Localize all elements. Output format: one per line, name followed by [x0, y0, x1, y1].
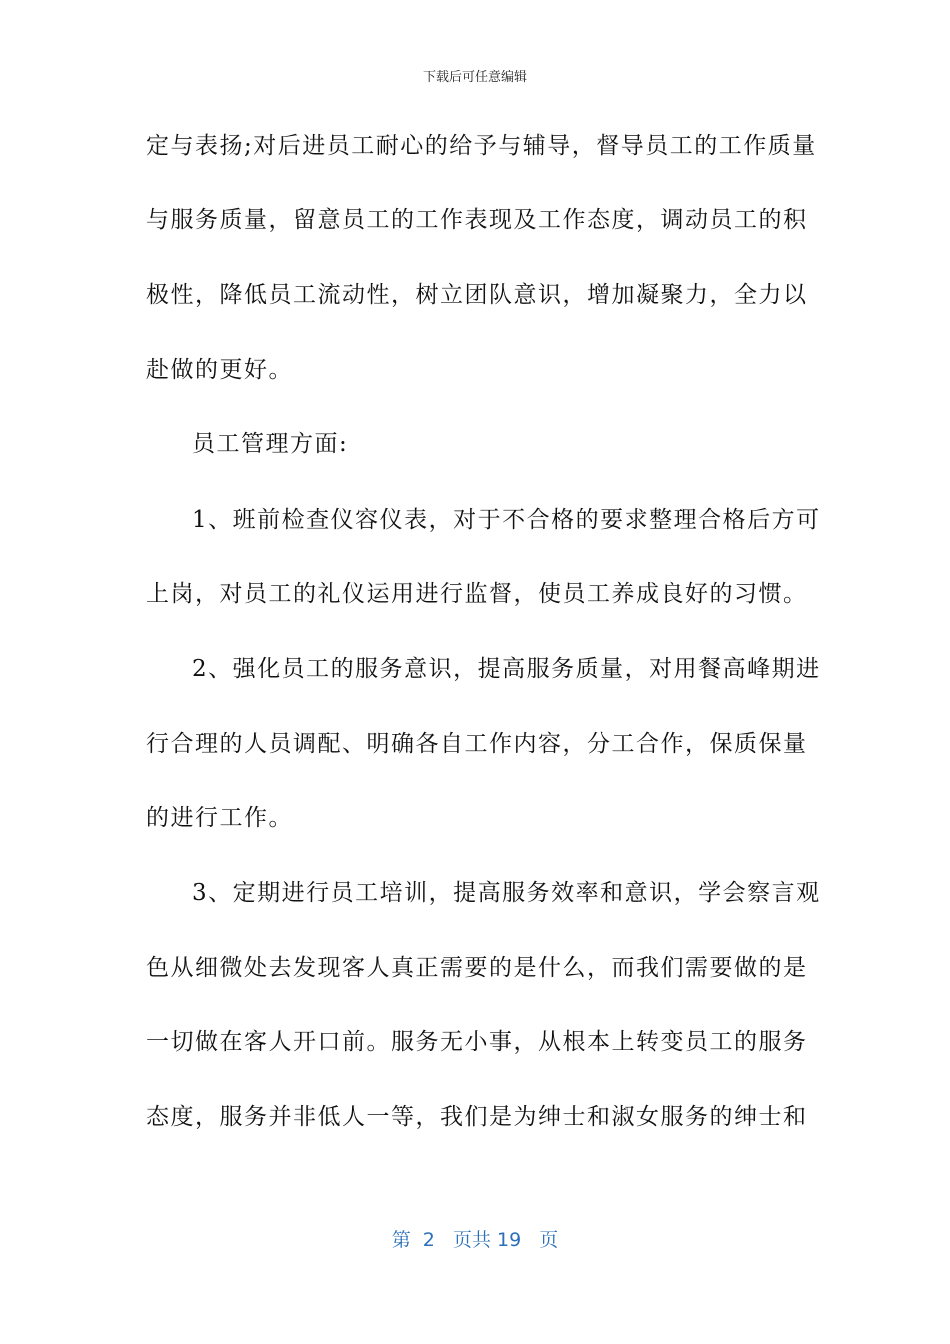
text-line: 2、强化员工的服务意识，提高服务质量，对用餐高峰期进 [192, 656, 821, 682]
text-line: 3、定期进行员工培训，提高服务效率和意识，学会察言观 [192, 880, 821, 906]
page-header: 下载后可任意编辑 [422, 70, 527, 85]
text-line: 定与表扬;对后进员工耐心的给予与辅导，督导员工的工作质量 [146, 133, 817, 159]
text-line: 态度，服务并非低人一等，我们是为绅士和淑女服务的绅士和 [146, 1104, 808, 1130]
text-line: 行合理的人员调配、明确各自工作内容，分工合作，保质保量 [146, 731, 808, 757]
text-line: 赴做的更好。 [146, 357, 293, 383]
text-line: 1、班前检查仪容仪表，对于不合格的要求整理合格后方可 [192, 507, 821, 533]
text-line: 与服务质量，留意员工的工作表现及工作态度，调动员工的积 [146, 207, 808, 233]
section-heading: 员工管理方面: [192, 431, 349, 457]
text-line: 上岗，对员工的礼仪运用进行监督，使员工养成良好的习惯。 [146, 581, 808, 607]
text-line: 极性，降低员工流动性，树立团队意识，增加凝聚力，全力以 [146, 282, 808, 308]
page-number-footer: 第 2 页共 19 页 [391, 1229, 559, 1251]
text-line: 一切做在客人开口前。服务无小事，从根本上转变员工的服务 [146, 1029, 808, 1055]
text-line: 的进行工作。 [146, 805, 293, 831]
text-line: 色从细微处去发现客人真正需要的是什么，而我们需要做的是 [146, 955, 808, 981]
